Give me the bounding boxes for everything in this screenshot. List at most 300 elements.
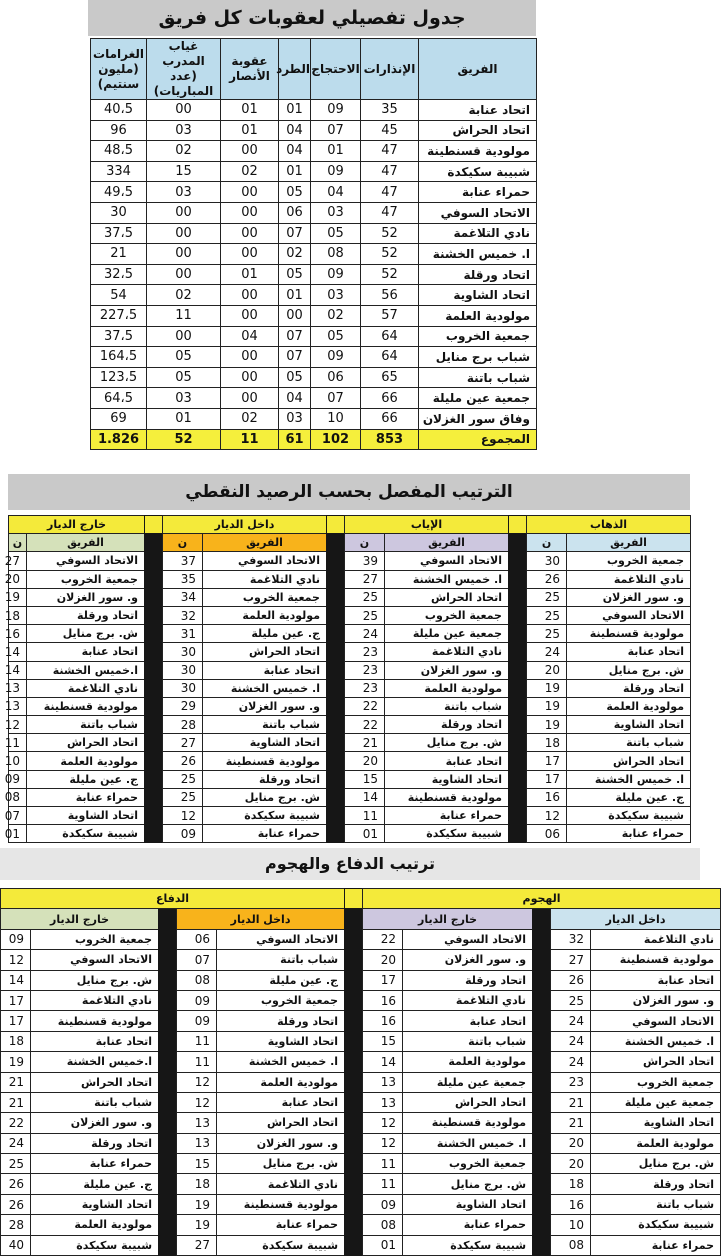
team-name: ا. خميس الخشنة xyxy=(203,679,327,697)
goals-cell: 13 xyxy=(177,1113,217,1133)
separator xyxy=(509,788,527,806)
separator xyxy=(345,889,363,909)
group-header: داخل الديار xyxy=(163,516,327,534)
team-name: جمعية عين مليلة xyxy=(385,625,509,643)
team-name: شباب باتنة xyxy=(27,716,145,734)
team-name: نادي التلاغمة xyxy=(385,643,509,661)
goals-cell: 14 xyxy=(1,970,31,990)
team-name: اتحاد عنابة xyxy=(31,1031,159,1051)
separator xyxy=(509,606,527,624)
team-name: الاتحاد السوفي xyxy=(567,606,691,624)
table-row xyxy=(9,716,691,734)
subheader-row xyxy=(1,909,721,929)
goals-cell: 18 xyxy=(551,1174,591,1194)
goals-cell: 08 xyxy=(551,1235,591,1255)
stat-cell: 00 xyxy=(147,100,221,121)
separator xyxy=(145,570,163,588)
separator xyxy=(159,1072,177,1092)
team-name: مولودية قسنطينة xyxy=(385,788,509,806)
team-name: اتحاد الشاوية xyxy=(419,285,537,306)
total-cell: 853 xyxy=(361,429,419,450)
table-row xyxy=(1,929,721,949)
team-name: اتحاد الشاوية xyxy=(27,807,145,825)
separator xyxy=(145,661,163,679)
stat-cell: 06 xyxy=(311,367,361,388)
team-name: شبيبة سكيكدة xyxy=(567,807,691,825)
table-row xyxy=(9,770,691,788)
team-name: الاتحاد السوفي xyxy=(419,202,537,223)
team-name: و. سور الغزلان xyxy=(591,990,721,1010)
points-cell: 30 xyxy=(527,552,567,570)
stat-cell: 02 xyxy=(311,305,361,326)
separator xyxy=(533,1235,551,1255)
table-row xyxy=(9,752,691,770)
table-row xyxy=(9,661,691,679)
points-cell: 27 xyxy=(345,570,385,588)
goals-cell: 21 xyxy=(1,1072,31,1092)
stat-cell: 10 xyxy=(311,408,361,429)
separator xyxy=(159,990,177,1010)
team-name: اتحاد ورقلة xyxy=(31,1133,159,1153)
separator xyxy=(533,1011,551,1031)
separator xyxy=(533,990,551,1010)
points-cell: 14 xyxy=(9,643,27,661)
team-name: اتحاد الحراش xyxy=(217,1113,345,1133)
team-name: اتحاد ورقلة xyxy=(27,606,145,624)
separator xyxy=(159,1031,177,1051)
stat-cell: 69 xyxy=(91,408,147,429)
points-cell: 23 xyxy=(345,643,385,661)
separator xyxy=(509,588,527,606)
goals-cell: 23 xyxy=(551,1072,591,1092)
goals-cell: 18 xyxy=(177,1174,217,1194)
goals-cell: 26 xyxy=(1,1174,31,1194)
stat-cell: 52 xyxy=(361,223,419,244)
points-cell: 30 xyxy=(163,661,203,679)
team-name: شباب باتنة xyxy=(217,950,345,970)
team-name: شبيبة سكيكدة xyxy=(385,825,509,843)
stat-cell: 00 xyxy=(279,305,311,326)
team-name: و. سور الغزلان xyxy=(403,950,533,970)
team-name: الاتحاد السوفي xyxy=(31,950,159,970)
goals-cell: 24 xyxy=(551,1031,591,1051)
separator xyxy=(345,1174,363,1194)
table-row xyxy=(9,788,691,806)
points-cell: 12 xyxy=(9,716,27,734)
stat-cell: 03 xyxy=(147,388,221,409)
stat-cell: 05 xyxy=(311,326,361,347)
goals-cell: 14 xyxy=(363,1052,403,1072)
separator xyxy=(533,1031,551,1051)
goals-cell: 21 xyxy=(551,1092,591,1112)
separator xyxy=(327,825,345,843)
team-name: الاتحاد السوفي xyxy=(591,1011,721,1031)
stat-cell: 07 xyxy=(279,347,311,368)
separator xyxy=(533,1113,551,1133)
group-header: الذهاب xyxy=(527,516,691,534)
team-name: شبيبة سكيكدة xyxy=(203,807,327,825)
team-name: جمعية الخروب xyxy=(217,990,345,1010)
team-name: اتحاد عنابة xyxy=(419,100,537,121)
points-cell: 12 xyxy=(527,807,567,825)
team-name: جمعية عين مليلة xyxy=(591,1092,721,1112)
team-name: ج. عين مليلة xyxy=(567,788,691,806)
points-cell: 13 xyxy=(9,697,27,715)
separator xyxy=(345,1113,363,1133)
points-cell: 17 xyxy=(527,752,567,770)
stat-cell: 334 xyxy=(91,161,147,182)
points-cell: 19 xyxy=(9,588,27,606)
table-row xyxy=(91,326,537,347)
stat-cell: 01 xyxy=(311,141,361,162)
table-row xyxy=(1,1215,721,1235)
goals-cell: 11 xyxy=(177,1031,217,1051)
points-header: ن xyxy=(527,534,567,552)
separator xyxy=(533,1154,551,1174)
goals-cell: 21 xyxy=(551,1113,591,1133)
goals-cell: 28 xyxy=(1,1215,31,1235)
separator xyxy=(159,1133,177,1153)
goals-cell: 13 xyxy=(177,1133,217,1153)
team-name: جمعية عين مليلة xyxy=(403,1072,533,1092)
team-name: ش. برج منايل xyxy=(31,970,159,990)
team-header: الفريق xyxy=(27,534,145,552)
separator xyxy=(159,1092,177,1112)
team-name: ا. خميس الخشنة xyxy=(403,1133,533,1153)
separator xyxy=(145,770,163,788)
stat-cell: 54 xyxy=(91,285,147,306)
points-cell: 22 xyxy=(345,697,385,715)
separator xyxy=(345,1215,363,1235)
points-cell: 25 xyxy=(527,625,567,643)
table-row xyxy=(91,285,537,306)
team-name: و. سور الغزلان xyxy=(385,661,509,679)
stat-cell: 227،5 xyxy=(91,305,147,326)
separator xyxy=(509,552,527,570)
team-name: مولودية قسنطينة xyxy=(203,752,327,770)
points-cell: 16 xyxy=(9,625,27,643)
team-name: شبيبة سكيكدة xyxy=(27,825,145,843)
table-row xyxy=(9,588,691,606)
points-cell: 20 xyxy=(9,570,27,588)
points-cell: 22 xyxy=(345,716,385,734)
team-name: نادي التلاغمة xyxy=(203,570,327,588)
penalties-table xyxy=(90,38,537,450)
table-row xyxy=(1,1174,721,1194)
separator xyxy=(509,825,527,843)
separator xyxy=(145,643,163,661)
goals-cell: 12 xyxy=(177,1072,217,1092)
goals-cell: 08 xyxy=(363,1215,403,1235)
team-name: و. سور الغزلان xyxy=(27,588,145,606)
team-name: و. سور الغزلان xyxy=(217,1133,345,1153)
separator xyxy=(509,734,527,752)
team-name: اتحاد ورقلة xyxy=(591,1174,721,1194)
team-name: اتحاد الشاوية xyxy=(403,1194,533,1214)
goals-cell: 24 xyxy=(551,1052,591,1072)
team-name: اتحاد عنابة xyxy=(27,643,145,661)
stat-cell: 03 xyxy=(147,120,221,141)
points-cell: 24 xyxy=(527,643,567,661)
goals-cell: 22 xyxy=(363,929,403,949)
stat-cell: 64 xyxy=(361,326,419,347)
team-name: اتحاد الحراش xyxy=(591,1052,721,1072)
separator xyxy=(327,625,345,643)
stat-cell: 56 xyxy=(361,285,419,306)
stat-cell: 00 xyxy=(221,244,279,265)
group-header: الإياب xyxy=(345,516,509,534)
team-name: اتحاد الشاوية xyxy=(203,734,327,752)
stat-cell: 45 xyxy=(361,120,419,141)
goals-cell: 10 xyxy=(551,1215,591,1235)
team-name: شباب باتنة xyxy=(203,716,327,734)
stat-cell: 00 xyxy=(221,141,279,162)
points-cell: 17 xyxy=(527,770,567,788)
points-cell: 30 xyxy=(163,679,203,697)
separator xyxy=(509,661,527,679)
stat-cell: 04 xyxy=(279,120,311,141)
team-name: حمراء عنابة xyxy=(403,1215,533,1235)
stat-cell: 02 xyxy=(279,244,311,265)
stat-cell: 00 xyxy=(221,367,279,388)
goals-cell: 24 xyxy=(551,1011,591,1031)
team-name: نادي التلاغمة xyxy=(403,990,533,1010)
stat-cell: 04 xyxy=(279,141,311,162)
separator xyxy=(345,1092,363,1112)
separator xyxy=(159,929,177,949)
goals-cell: 18 xyxy=(1,1031,31,1051)
points-cell: 12 xyxy=(163,807,203,825)
goals-cell: 15 xyxy=(363,1031,403,1051)
table-row xyxy=(1,1072,721,1092)
table-row xyxy=(91,264,537,285)
points-cell: 06 xyxy=(527,825,567,843)
team-name: الاتحاد السوفي xyxy=(27,552,145,570)
separator xyxy=(345,1235,363,1255)
points-cell: 39 xyxy=(345,552,385,570)
team-name: اتحاد عنابة xyxy=(403,1011,533,1031)
stat-cell: 01 xyxy=(279,100,311,121)
team-name: اتحاد الشاوية xyxy=(567,716,691,734)
goals-cell: 27 xyxy=(551,950,591,970)
team-name: ش. برج منايل xyxy=(217,1154,345,1174)
separator xyxy=(345,1052,363,1072)
stat-cell: 01 xyxy=(221,120,279,141)
stat-cell: 47 xyxy=(361,182,419,203)
stat-cell: 21 xyxy=(91,244,147,265)
separator xyxy=(533,909,551,929)
team-name: جمعية الخروب xyxy=(567,552,691,570)
team-name: مولودية قسنطينة xyxy=(27,697,145,715)
total-cell: 102 xyxy=(311,429,361,450)
table-row xyxy=(91,347,537,368)
table-row xyxy=(91,202,537,223)
goals-cell: 26 xyxy=(551,970,591,990)
team-name: اتحاد الحراش xyxy=(27,734,145,752)
team-name: اتحاد عنابة xyxy=(591,970,721,990)
column-header: الاحتجاج xyxy=(311,39,361,100)
team-name: ج. عين مليلة xyxy=(27,770,145,788)
separator xyxy=(533,950,551,970)
team-name: جمعية الخروب xyxy=(403,1154,533,1174)
goals-cell: 11 xyxy=(177,1052,217,1072)
stat-cell: 04 xyxy=(279,388,311,409)
table-row xyxy=(91,120,537,141)
stat-cell: 47 xyxy=(361,202,419,223)
stat-cell: 00 xyxy=(147,223,221,244)
separator xyxy=(145,788,163,806)
separator xyxy=(145,716,163,734)
team-name: ا. خميس الخشنة xyxy=(591,1031,721,1051)
points-cell: 37 xyxy=(163,552,203,570)
stat-cell: 06 xyxy=(279,202,311,223)
points-cell: 08 xyxy=(9,788,27,806)
points-cell: 25 xyxy=(163,788,203,806)
separator xyxy=(159,1113,177,1133)
stat-cell: 40،5 xyxy=(91,100,147,121)
separator xyxy=(345,909,363,929)
stat-cell: 07 xyxy=(311,120,361,141)
team-name: حمراء عنابة xyxy=(31,1154,159,1174)
defense-attack-table xyxy=(0,888,721,1256)
stat-cell: 04 xyxy=(311,182,361,203)
goals-cell: 07 xyxy=(177,950,217,970)
points-cell: 30 xyxy=(163,643,203,661)
separator xyxy=(159,1235,177,1255)
points-cell: 26 xyxy=(527,570,567,588)
table-row xyxy=(1,1113,721,1133)
separator xyxy=(533,1194,551,1214)
stat-cell: 01 xyxy=(279,285,311,306)
team-name: ش. برج منايل xyxy=(403,1174,533,1194)
team-name: ج. عين مليلة xyxy=(217,970,345,990)
stat-cell: 00 xyxy=(147,202,221,223)
separator xyxy=(159,1052,177,1072)
goals-cell: 16 xyxy=(551,1194,591,1214)
points-cell: 18 xyxy=(9,606,27,624)
stat-cell: 00 xyxy=(147,244,221,265)
team-name: مولودية قسنطينة xyxy=(217,1194,345,1214)
stat-cell: 00 xyxy=(221,182,279,203)
points-header: ن xyxy=(163,534,203,552)
team-name: مولودية العلمة xyxy=(27,752,145,770)
table-row xyxy=(1,1133,721,1153)
team-name: مولودية العلمة xyxy=(385,679,509,697)
points-cell: 11 xyxy=(9,734,27,752)
points-cell: 29 xyxy=(163,697,203,715)
points-cell: 09 xyxy=(9,770,27,788)
team-name: اتحاد الحراش xyxy=(567,752,691,770)
stat-cell: 00 xyxy=(221,202,279,223)
subgroup-header: خارج الديار xyxy=(1,909,159,929)
team-name: شبيبة سكيكدة xyxy=(217,1235,345,1255)
separator xyxy=(345,1133,363,1153)
stat-cell: 37،5 xyxy=(91,223,147,244)
points-cell: 23 xyxy=(345,661,385,679)
goals-cell: 09 xyxy=(363,1194,403,1214)
stat-cell: 04 xyxy=(221,326,279,347)
goals-cell: 16 xyxy=(363,1011,403,1031)
stat-cell: 66 xyxy=(361,408,419,429)
separator xyxy=(327,807,345,825)
team-name: ا. خميس الخشنة xyxy=(567,770,691,788)
subgroup-header: داخل الديار xyxy=(177,909,345,929)
stat-cell: 03 xyxy=(311,202,361,223)
team-name: ا. خميس الخشنة xyxy=(217,1052,345,1072)
team-name: ا.خميس الخشنة xyxy=(27,661,145,679)
column-header: الغرامات (مليون سنتيم) xyxy=(91,39,147,100)
stat-cell: 03 xyxy=(279,408,311,429)
stat-cell: 52 xyxy=(361,264,419,285)
stat-cell: 32،5 xyxy=(91,264,147,285)
points-cell: 23 xyxy=(345,679,385,697)
goals-cell: 11 xyxy=(363,1154,403,1174)
total-row xyxy=(91,429,537,450)
subgroup-header: داخل الديار xyxy=(551,909,721,929)
points-cell: 16 xyxy=(527,788,567,806)
stat-cell: 30 xyxy=(91,202,147,223)
team-name: مولودية قسنطينة xyxy=(419,141,537,162)
separator xyxy=(159,1215,177,1235)
separator xyxy=(533,1052,551,1072)
stat-cell: 05 xyxy=(147,367,221,388)
team-name: حمراء عنابة xyxy=(385,807,509,825)
separator xyxy=(327,661,345,679)
defense-attack-title: ترتيب الدفاع والهجوم xyxy=(0,848,700,880)
team-name: شباب باتنة xyxy=(591,1194,721,1214)
stat-cell: 64 xyxy=(361,347,419,368)
team-name: شبيبة سكيكدة xyxy=(31,1235,159,1255)
team-name: اتحاد ورقلة xyxy=(203,770,327,788)
team-name: شباب باتنة xyxy=(31,1092,159,1112)
team-name: جمعية الخروب xyxy=(203,588,327,606)
team-name: ش. برج منايل xyxy=(203,788,327,806)
separator xyxy=(509,752,527,770)
team-name: نادي التلاغمة xyxy=(567,570,691,588)
stat-cell: 11 xyxy=(147,305,221,326)
team-name: الاتحاد السوفي xyxy=(203,552,327,570)
separator xyxy=(345,1194,363,1214)
stat-cell: 01 xyxy=(221,100,279,121)
separator xyxy=(159,950,177,970)
team-name: الاتحاد السوفي xyxy=(403,929,533,949)
stat-cell: 52 xyxy=(361,244,419,265)
goals-cell: 17 xyxy=(1,990,31,1010)
stat-cell: 09 xyxy=(311,100,361,121)
table-row xyxy=(9,697,691,715)
attack-header: الهجوم xyxy=(363,889,721,909)
stat-cell: 09 xyxy=(311,161,361,182)
points-header: ن xyxy=(9,534,27,552)
stat-cell: 00 xyxy=(221,305,279,326)
points-cell: 18 xyxy=(527,734,567,752)
table-row xyxy=(9,734,691,752)
team-header: الفريق xyxy=(385,534,509,552)
total-cell: 1.826 xyxy=(91,429,147,450)
team-name: اتحاد ورقلة xyxy=(385,716,509,734)
team-name: جمعية الخروب xyxy=(385,606,509,624)
stat-cell: 00 xyxy=(147,326,221,347)
separator xyxy=(145,625,163,643)
separator xyxy=(509,697,527,715)
table-row xyxy=(1,1052,721,1072)
team-name: حمراء عنابة xyxy=(591,1235,721,1255)
team-name: مولودية العلمة xyxy=(203,606,327,624)
points-cell: 26 xyxy=(163,752,203,770)
team-name: اتحاد عنابة xyxy=(203,661,327,679)
table-row xyxy=(1,1194,721,1214)
separator xyxy=(145,825,163,843)
